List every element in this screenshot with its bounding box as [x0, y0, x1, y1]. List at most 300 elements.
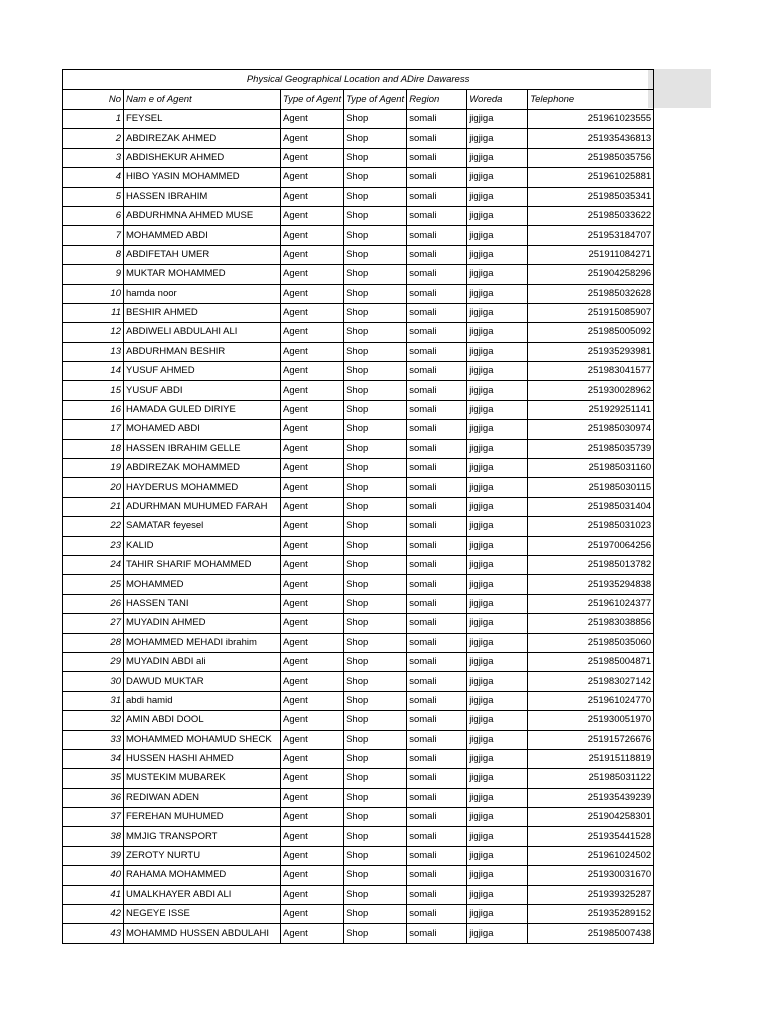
agent-kind-cell: Shop [344, 594, 407, 613]
woreda-cell: jigjiga [467, 284, 528, 303]
agent-kind-cell: Shop [344, 769, 407, 788]
agent-name-cell: ABDURHMAN BESHIR [124, 342, 281, 361]
table-row [63, 769, 654, 788]
agent-kind-cell: Shop [344, 866, 407, 885]
row-number-cell: 28 [63, 633, 124, 652]
agent-kind-cell: Shop [344, 187, 407, 206]
agent-type-cell: Agent [281, 284, 344, 303]
region-cell: somali [407, 575, 467, 594]
agent-kind-cell: Shop [344, 536, 407, 555]
region-cell: somali [407, 420, 467, 439]
agent-kind-cell: Shop [344, 459, 407, 478]
row-number-cell: 15 [63, 381, 124, 400]
agent-kind-cell: Shop [344, 555, 407, 574]
agent-name-cell: RAHAMA MOHAMMED [124, 866, 281, 885]
woreda-cell: jigjiga [467, 633, 528, 652]
agent-type-cell: Agent [281, 711, 344, 730]
row-number-cell: 39 [63, 846, 124, 865]
agent-name-cell: ABDIWELI ABDULAHI ALI [124, 323, 281, 342]
agent-kind-cell: Shop [344, 342, 407, 361]
region-cell: somali [407, 691, 467, 710]
agent-kind-cell: Shop [344, 614, 407, 633]
telephone-cell: 251935294838 [528, 575, 654, 594]
woreda-cell: jigjiga [467, 827, 528, 846]
row-number-cell: 26 [63, 594, 124, 613]
table-row [63, 846, 654, 865]
table-row [63, 226, 654, 245]
woreda-cell: jigjiga [467, 478, 528, 497]
region-cell: somali [407, 400, 467, 419]
region-cell: somali [407, 827, 467, 846]
agent-name-cell: REDIWAN ADEN [124, 788, 281, 807]
row-number-cell: 5 [63, 187, 124, 206]
agent-name-cell: ABDISHEKUR AHMED [124, 148, 281, 167]
agent-kind-cell: Shop [344, 226, 407, 245]
agent-kind-cell: Shop [344, 885, 407, 904]
region-cell: somali [407, 652, 467, 671]
region-cell: somali [407, 497, 467, 516]
agent-type-cell: Agent [281, 517, 344, 536]
table-row [63, 362, 654, 381]
telephone-cell: 251961024377 [528, 594, 654, 613]
telephone-cell: 251985013782 [528, 555, 654, 574]
woreda-cell: jigjiga [467, 381, 528, 400]
telephone-cell: 251935441528 [528, 827, 654, 846]
header-type-of-agent-2: Type of Agent [344, 90, 407, 110]
agent-type-cell: Agent [281, 885, 344, 904]
row-number-cell: 4 [63, 168, 124, 187]
table-row [63, 284, 654, 303]
region-cell: somali [407, 245, 467, 264]
sheet-side-panel [648, 69, 711, 108]
agent-type-cell: Agent [281, 536, 344, 555]
telephone-cell: 251985035739 [528, 439, 654, 458]
woreda-cell: jigjiga [467, 206, 528, 225]
agent-name-cell: ABDIREZAK MOHAMMED [124, 459, 281, 478]
table-row [63, 711, 654, 730]
region-cell: somali [407, 905, 467, 924]
telephone-cell: 251985035341 [528, 187, 654, 206]
telephone-cell: 251961025881 [528, 168, 654, 187]
woreda-cell: jigjiga [467, 536, 528, 555]
row-number-cell: 19 [63, 459, 124, 478]
row-number-cell: 38 [63, 827, 124, 846]
table-row [63, 206, 654, 225]
agent-name-cell: NEGEYE ISSE [124, 905, 281, 924]
woreda-cell: jigjiga [467, 439, 528, 458]
agent-kind-cell: Shop [344, 420, 407, 439]
region-cell: somali [407, 342, 467, 361]
woreda-cell: jigjiga [467, 652, 528, 671]
region-cell: somali [407, 381, 467, 400]
row-number-cell: 40 [63, 866, 124, 885]
row-number-cell: 6 [63, 206, 124, 225]
region-cell: somali [407, 633, 467, 652]
row-number-cell: 36 [63, 788, 124, 807]
row-number-cell: 17 [63, 420, 124, 439]
agent-kind-cell: Shop [344, 846, 407, 865]
agent-name-cell: FEYSEL [124, 110, 281, 129]
row-number-cell: 31 [63, 691, 124, 710]
woreda-cell: jigjiga [467, 808, 528, 827]
table-row [63, 517, 654, 536]
agent-name-cell: YUSUF ABDI [124, 381, 281, 400]
table-row [63, 749, 654, 768]
agent-name-cell: MOHAMED ABDI [124, 420, 281, 439]
row-number-cell: 11 [63, 303, 124, 322]
woreda-cell: jigjiga [467, 110, 528, 129]
agent-type-cell: Agent [281, 206, 344, 225]
telephone-cell: 251985030974 [528, 420, 654, 439]
agent-kind-cell: Shop [344, 924, 407, 943]
woreda-cell: jigjiga [467, 362, 528, 381]
agent-type-cell: Agent [281, 614, 344, 633]
row-number-cell: 42 [63, 905, 124, 924]
telephone-cell: 251915085907 [528, 303, 654, 322]
woreda-cell: jigjiga [467, 129, 528, 148]
woreda-cell: jigjiga [467, 148, 528, 167]
row-number-cell: 14 [63, 362, 124, 381]
row-number-cell: 9 [63, 265, 124, 284]
agent-name-cell: hamda noor [124, 284, 281, 303]
table-row [63, 808, 654, 827]
woreda-cell: jigjiga [467, 885, 528, 904]
agent-type-cell: Agent [281, 827, 344, 846]
agent-name-cell: AMIN ABDI DOOL [124, 711, 281, 730]
row-number-cell: 22 [63, 517, 124, 536]
agent-name-cell: MOHAMMED [124, 575, 281, 594]
telephone-cell: 251983027142 [528, 672, 654, 691]
agent-type-cell: Agent [281, 342, 344, 361]
telephone-cell: 251904258296 [528, 265, 654, 284]
table-row [63, 245, 654, 264]
telephone-cell: 251970064256 [528, 536, 654, 555]
region-cell: somali [407, 284, 467, 303]
table-row [63, 633, 654, 652]
agent-type-cell: Agent [281, 226, 344, 245]
row-number-cell: 20 [63, 478, 124, 497]
agent-type-cell: Agent [281, 575, 344, 594]
table-row [63, 866, 654, 885]
sheet-title: Physical Geographical Location and ADire Dawaress [63, 70, 654, 90]
telephone-cell: 251930051970 [528, 711, 654, 730]
row-number-cell: 1 [63, 110, 124, 129]
table-row [63, 885, 654, 904]
agent-kind-cell: Shop [344, 303, 407, 322]
agent-name-cell: MUSTEKIM MUBAREK [124, 769, 281, 788]
woreda-cell: jigjiga [467, 730, 528, 749]
agent-kind-cell: Shop [344, 711, 407, 730]
agent-kind-cell: Shop [344, 362, 407, 381]
agent-kind-cell: Shop [344, 633, 407, 652]
woreda-cell: jigjiga [467, 691, 528, 710]
woreda-cell: jigjiga [467, 303, 528, 322]
woreda-cell: jigjiga [467, 866, 528, 885]
title-row [63, 70, 654, 90]
header-no: No [63, 90, 124, 110]
row-number-cell: 24 [63, 555, 124, 574]
telephone-cell: 251985035756 [528, 148, 654, 167]
agent-type-cell: Agent [281, 497, 344, 516]
header-woreda: Woreda [467, 90, 528, 110]
row-number-cell: 7 [63, 226, 124, 245]
agent-kind-cell: Shop [344, 245, 407, 264]
woreda-cell: jigjiga [467, 749, 528, 768]
region-cell: somali [407, 711, 467, 730]
region-cell: somali [407, 459, 467, 478]
row-number-cell: 37 [63, 808, 124, 827]
row-number-cell: 16 [63, 400, 124, 419]
agent-kind-cell: Shop [344, 400, 407, 419]
telephone-cell: 251983038856 [528, 614, 654, 633]
table-row [63, 342, 654, 361]
table-row [63, 905, 654, 924]
agent-table [62, 69, 654, 944]
table-row [63, 323, 654, 342]
region-cell: somali [407, 323, 467, 342]
agent-name-cell: MUYADIN AHMED [124, 614, 281, 633]
telephone-cell: 251915726676 [528, 730, 654, 749]
table-row [63, 827, 654, 846]
agent-name-cell: HAYDERUS MOHAMMED [124, 478, 281, 497]
table-row [63, 265, 654, 284]
agent-type-cell: Agent [281, 846, 344, 865]
telephone-cell: 251985035060 [528, 633, 654, 652]
header-type-of-agent-1: Type of Agent [281, 90, 344, 110]
region-cell: somali [407, 110, 467, 129]
woreda-cell: jigjiga [467, 711, 528, 730]
agent-kind-cell: Shop [344, 730, 407, 749]
telephone-cell: 251935289152 [528, 905, 654, 924]
region-cell: somali [407, 439, 467, 458]
woreda-cell: jigjiga [467, 497, 528, 516]
agent-kind-cell: Shop [344, 478, 407, 497]
woreda-cell: jigjiga [467, 168, 528, 187]
telephone-cell: 251985031404 [528, 497, 654, 516]
table-row [63, 110, 654, 129]
header-region: Region [407, 90, 467, 110]
telephone-cell: 251961024770 [528, 691, 654, 710]
agent-kind-cell: Shop [344, 129, 407, 148]
agent-name-cell: HIBO YASIN MOHAMMED [124, 168, 281, 187]
agent-name-cell: MOHAMMED ABDI [124, 226, 281, 245]
region-cell: somali [407, 129, 467, 148]
agent-name-cell: BESHIR AHMED [124, 303, 281, 322]
table-row [63, 478, 654, 497]
agent-type-cell: Agent [281, 749, 344, 768]
agent-kind-cell: Shop [344, 652, 407, 671]
agent-kind-cell: Shop [344, 691, 407, 710]
agent-type-cell: Agent [281, 769, 344, 788]
woreda-cell: jigjiga [467, 517, 528, 536]
agent-name-cell: HASSEN TANI [124, 594, 281, 613]
region-cell: somali [407, 672, 467, 691]
agent-type-cell: Agent [281, 788, 344, 807]
row-number-cell: 12 [63, 323, 124, 342]
agent-type-cell: Agent [281, 187, 344, 206]
agent-name-cell: MUKTAR MOHAMMED [124, 265, 281, 284]
table-row [63, 303, 654, 322]
agent-type-cell: Agent [281, 362, 344, 381]
woreda-cell: jigjiga [467, 187, 528, 206]
agent-kind-cell: Shop [344, 517, 407, 536]
table-row [63, 420, 654, 439]
region-cell: somali [407, 846, 467, 865]
table-row [63, 381, 654, 400]
telephone-cell: 251961023555 [528, 110, 654, 129]
agent-name-cell: HASSEN IBRAHIM [124, 187, 281, 206]
agent-kind-cell: Shop [344, 905, 407, 924]
telephone-cell: 251985032628 [528, 284, 654, 303]
agent-name-cell: SAMATAR feyesel [124, 517, 281, 536]
agent-kind-cell: Shop [344, 788, 407, 807]
row-number-cell: 25 [63, 575, 124, 594]
agent-name-cell: ABDIFETAH UMER [124, 245, 281, 264]
telephone-cell: 251930028962 [528, 381, 654, 400]
agent-kind-cell: Shop [344, 148, 407, 167]
woreda-cell: jigjiga [467, 555, 528, 574]
agent-type-cell: Agent [281, 905, 344, 924]
table-row [63, 148, 654, 167]
agent-type-cell: Agent [281, 323, 344, 342]
woreda-cell: jigjiga [467, 905, 528, 924]
telephone-cell: 251930031670 [528, 866, 654, 885]
agent-type-cell: Agent [281, 478, 344, 497]
agent-kind-cell: Shop [344, 575, 407, 594]
region-cell: somali [407, 885, 467, 904]
telephone-cell: 251985007438 [528, 924, 654, 943]
woreda-cell: jigjiga [467, 575, 528, 594]
table-row [63, 691, 654, 710]
agent-name-cell: DAWUD MUKTAR [124, 672, 281, 691]
telephone-cell: 251985033622 [528, 206, 654, 225]
row-number-cell: 21 [63, 497, 124, 516]
table-row [63, 788, 654, 807]
telephone-cell: 251961024502 [528, 846, 654, 865]
table-row [63, 652, 654, 671]
agent-type-cell: Agent [281, 691, 344, 710]
agent-name-cell: ZEROTY NURTU [124, 846, 281, 865]
agent-name-cell: TAHIR SHARIF MOHAMMED [124, 555, 281, 574]
agent-name-cell: abdi hamid [124, 691, 281, 710]
woreda-cell: jigjiga [467, 420, 528, 439]
telephone-cell: 251929251141 [528, 400, 654, 419]
region-cell: somali [407, 206, 467, 225]
woreda-cell: jigjiga [467, 245, 528, 264]
agent-type-cell: Agent [281, 866, 344, 885]
table-row [63, 614, 654, 633]
region-cell: somali [407, 303, 467, 322]
region-cell: somali [407, 730, 467, 749]
woreda-cell: jigjiga [467, 924, 528, 943]
agent-kind-cell: Shop [344, 808, 407, 827]
region-cell: somali [407, 788, 467, 807]
telephone-cell: 251985031160 [528, 459, 654, 478]
region-cell: somali [407, 517, 467, 536]
telephone-cell: 251985031122 [528, 769, 654, 788]
row-number-cell: 23 [63, 536, 124, 555]
woreda-cell: jigjiga [467, 342, 528, 361]
row-number-cell: 10 [63, 284, 124, 303]
woreda-cell: jigjiga [467, 788, 528, 807]
row-number-cell: 35 [63, 769, 124, 788]
region-cell: somali [407, 265, 467, 284]
region-cell: somali [407, 226, 467, 245]
row-number-cell: 30 [63, 672, 124, 691]
table-row [63, 594, 654, 613]
table-row [63, 555, 654, 574]
agent-type-cell: Agent [281, 245, 344, 264]
table-row [63, 459, 654, 478]
telephone-cell: 251911084271 [528, 245, 654, 264]
agent-type-cell: Agent [281, 439, 344, 458]
row-number-cell: 2 [63, 129, 124, 148]
woreda-cell: jigjiga [467, 265, 528, 284]
agent-type-cell: Agent [281, 420, 344, 439]
agent-kind-cell: Shop [344, 749, 407, 768]
telephone-cell: 251939325287 [528, 885, 654, 904]
agent-name-cell: KALID [124, 536, 281, 555]
agent-type-cell: Agent [281, 672, 344, 691]
table-row [63, 672, 654, 691]
telephone-cell: 251985005092 [528, 323, 654, 342]
agent-type-cell: Agent [281, 400, 344, 419]
telephone-cell: 251935436813 [528, 129, 654, 148]
agent-type-cell: Agent [281, 148, 344, 167]
row-number-cell: 29 [63, 652, 124, 671]
agent-name-cell: MMJIG TRANSPORT [124, 827, 281, 846]
agent-kind-cell: Shop [344, 168, 407, 187]
region-cell: somali [407, 362, 467, 381]
agent-type-cell: Agent [281, 808, 344, 827]
telephone-cell: 251985031023 [528, 517, 654, 536]
header-row [63, 90, 654, 110]
row-number-cell: 34 [63, 749, 124, 768]
agent-name-cell: ADURHMAN MUHUMED FARAH [124, 497, 281, 516]
agent-type-cell: Agent [281, 265, 344, 284]
table-row [63, 575, 654, 594]
agent-type-cell: Agent [281, 924, 344, 943]
agent-kind-cell: Shop [344, 497, 407, 516]
region-cell: somali [407, 808, 467, 827]
region-cell: somali [407, 187, 467, 206]
row-number-cell: 32 [63, 711, 124, 730]
table-row [63, 439, 654, 458]
header-telephone: Telephone [528, 90, 654, 110]
woreda-cell: jigjiga [467, 323, 528, 342]
agent-name-cell: MOHAMMD HUSSEN ABDULAHI [124, 924, 281, 943]
table-row [63, 924, 654, 943]
agent-name-cell: HUSSEN HASHI AHMED [124, 749, 281, 768]
agent-name-cell: HASSEN IBRAHIM GELLE [124, 439, 281, 458]
table-row [63, 168, 654, 187]
agent-kind-cell: Shop [344, 381, 407, 400]
woreda-cell: jigjiga [467, 614, 528, 633]
table-row [63, 187, 654, 206]
row-number-cell: 41 [63, 885, 124, 904]
region-cell: somali [407, 769, 467, 788]
row-number-cell: 33 [63, 730, 124, 749]
woreda-cell: jigjiga [467, 846, 528, 865]
agent-name-cell: HAMADA GULED DIRIYE [124, 400, 281, 419]
agent-type-cell: Agent [281, 459, 344, 478]
agent-kind-cell: Shop [344, 439, 407, 458]
agent-name-cell: YUSUF AHMED [124, 362, 281, 381]
agent-name-cell: ABDURHMNA AHMED MUSE [124, 206, 281, 225]
region-cell: somali [407, 924, 467, 943]
agent-type-cell: Agent [281, 652, 344, 671]
telephone-cell: 251983041577 [528, 362, 654, 381]
